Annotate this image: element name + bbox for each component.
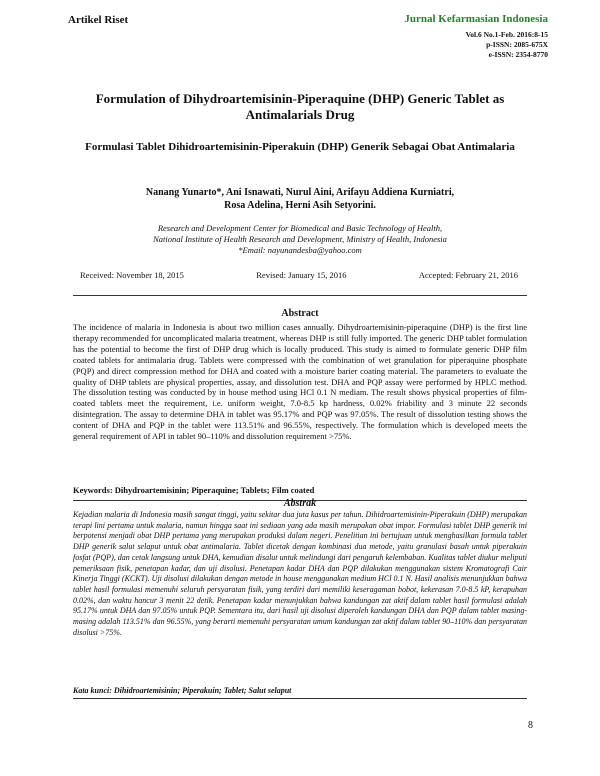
date-accepted: Accepted: February 21, 2016 [418, 270, 518, 280]
article-type-label: Artikel Riset [68, 14, 129, 26]
affiliation-line-2: National Institute of Health Research and Development, Ministry of Health, Indonesia [153, 234, 447, 244]
page-number: 8 [528, 720, 533, 731]
paper-subtitle: Formulasi Tablet Dihidroartemisinin-Piperakuin (DHP) Generik Sebagai Obat Antimalaria [85, 141, 515, 153]
date-revised: Revised: January 15, 2016 [256, 270, 347, 280]
article-dates [80, 270, 518, 280]
abstract-keywords: Keywords: Dihydroartemisinin; Piperaquine; Tablets; Film coated [73, 485, 315, 495]
journal-volume: Vol.6 No.1-Feb. 2016:8-15 [465, 30, 548, 39]
journal-name: Jurnal Kefarmasian Indonesia [404, 13, 548, 25]
abstrak-heading: Abstrak [283, 498, 317, 509]
affiliation-line-1: Research and Development Center for Biomedical and Basic Technology of Health, [157, 223, 443, 233]
paper-title: Formulation of Dihydroartemisinin-Piperaquine (DHP) Generic Tablet as Antimalarials Drug [95, 91, 505, 122]
abstrak-body: Kejadian malaria di Indonesia masih sangat tinggi, yaitu sekitar dua juta kasus per tahun. Dihidroartemisinin-Piperakuin (DHP) merupakan terapi lini pertama untuk malaria, namun hingga saat ini sediaan yang ada masih merupakan obat impor. Formulasi tablet DHP generik ini berpotensi menjadi obat DHP pertama yang merupakan produksi dalam negeri. Penelitian ini bertujuan untuk menghasilkan formula tablet DHP generik salut selaput untuk obat antimalaria. Tablet dicetak dengan kombinasi dua metode, yaitu granulasi basah untuk piperakuin fosfat (PQP), dan cetak langsung untuk DHA, kemudian disalut untuk melindungi dari pengaruh kelembaban. Kualitas tablet diukur meliputi pemeriksaan fisik, penetapan kadar, dan uji disolusi. Penetapan kadar DHA dan PQP dilakukan menggunakan sistem Kromatografi Cair Kinerja Tinggi (KCKT). Uji disolusi dilakukan dengan metode in house menggunakan medium HCl 0.1 N. Hasil analisis menunjukkan bahwa tablet hasil formulasi memenuhi seluruh persyaratan fisik, yang terdiri dari memiliki keseragaman bobot, kekerasan 7.0-8.5 kP, kerapuhan 0.02%, dan waktu hancur 3 menit 22 detik. Penetapan kadar menunjukkan bahwa kandungan zat aktif dalam tablet hasil formulasi adalah 95.17% untuk DHA dan 97.05% untuk PQP. Sementara itu, dari hasil uji disolusi diperoleh kandungan DHA dan PQP dalam tablet masing-masing adalah 113.51% dan 96.55%, yang berarti memenuhi persyaratan umum kandungan zat aktif dalam tablet 90–110% dan persyaratan disolusi >75%. [73, 510, 527, 637]
abstract-heading: Abstract [281, 308, 319, 319]
abstrak-keywords: Kata kunci: Dihidroartemisinin; Piperakuin; Tablet; Salut selaput [73, 686, 292, 695]
author-line-2: Rosa Adelina, Herni Asih Setyorini. [224, 200, 376, 211]
divider-top [73, 295, 527, 296]
journal-eissn: e-ISSN: 2354-8770 [488, 50, 548, 59]
abstract-body: The incidence of malaria in Indonesia is about two million cases annually. Dihydroartemisinin-piperaquine (DHP) is the first line therapy recommended for uncomplicated malaria treatment, whereas DHP is still fully imported. The generic DHP tablet formulation has the potential to become the first of DHP drug which is locally produced. This study is aimed to formulate generic DHP film coated tablets for antimalaria drug. Tablets were compressed with the combination of wet granulation for piperaquine phosphate (PQP) and direct compression method for DHA and coated with a moisture barier coating material. The parameters to evaluate the quality of DHP tablets are physical properties, assay, and dissolution test. DHA and PQP assay were performed by HPLC method. The dissolution testing was conducted by in house method using HCl 0.1 N mediam. The result shows physical properties of film-coated tablets meet the requirement, i.e. uniform weight, 7.0-8.5 kp hardness, 0.02% friability and 3 minute 22 seconds disintegration. The assay to determine DHA in tablet was 95.17% and PQP was 97.05%. The result of dissolution testing shows the content of DHA and PQP in the tablet were 113.51% and 96.55%, respectively. The formulation which is developed meets the general requirement of API in tablet 90–110% and dissolution requirement >75%. [73, 322, 527, 442]
affiliation [80, 223, 520, 256]
date-received: Received: November 18, 2015 [80, 270, 184, 280]
divider-bottom [73, 698, 527, 699]
journal-pissn: p-ISSN: 2085-675X [486, 40, 548, 49]
author-line-1: Nanang Yunarto*, Ani Isnawati, Nurul Aini, Arifayu Addiena Kurniatri, [145, 187, 455, 198]
author-list [80, 186, 520, 212]
corresponding-email: *Email: nayunandesba@yahoo.com [238, 245, 362, 255]
